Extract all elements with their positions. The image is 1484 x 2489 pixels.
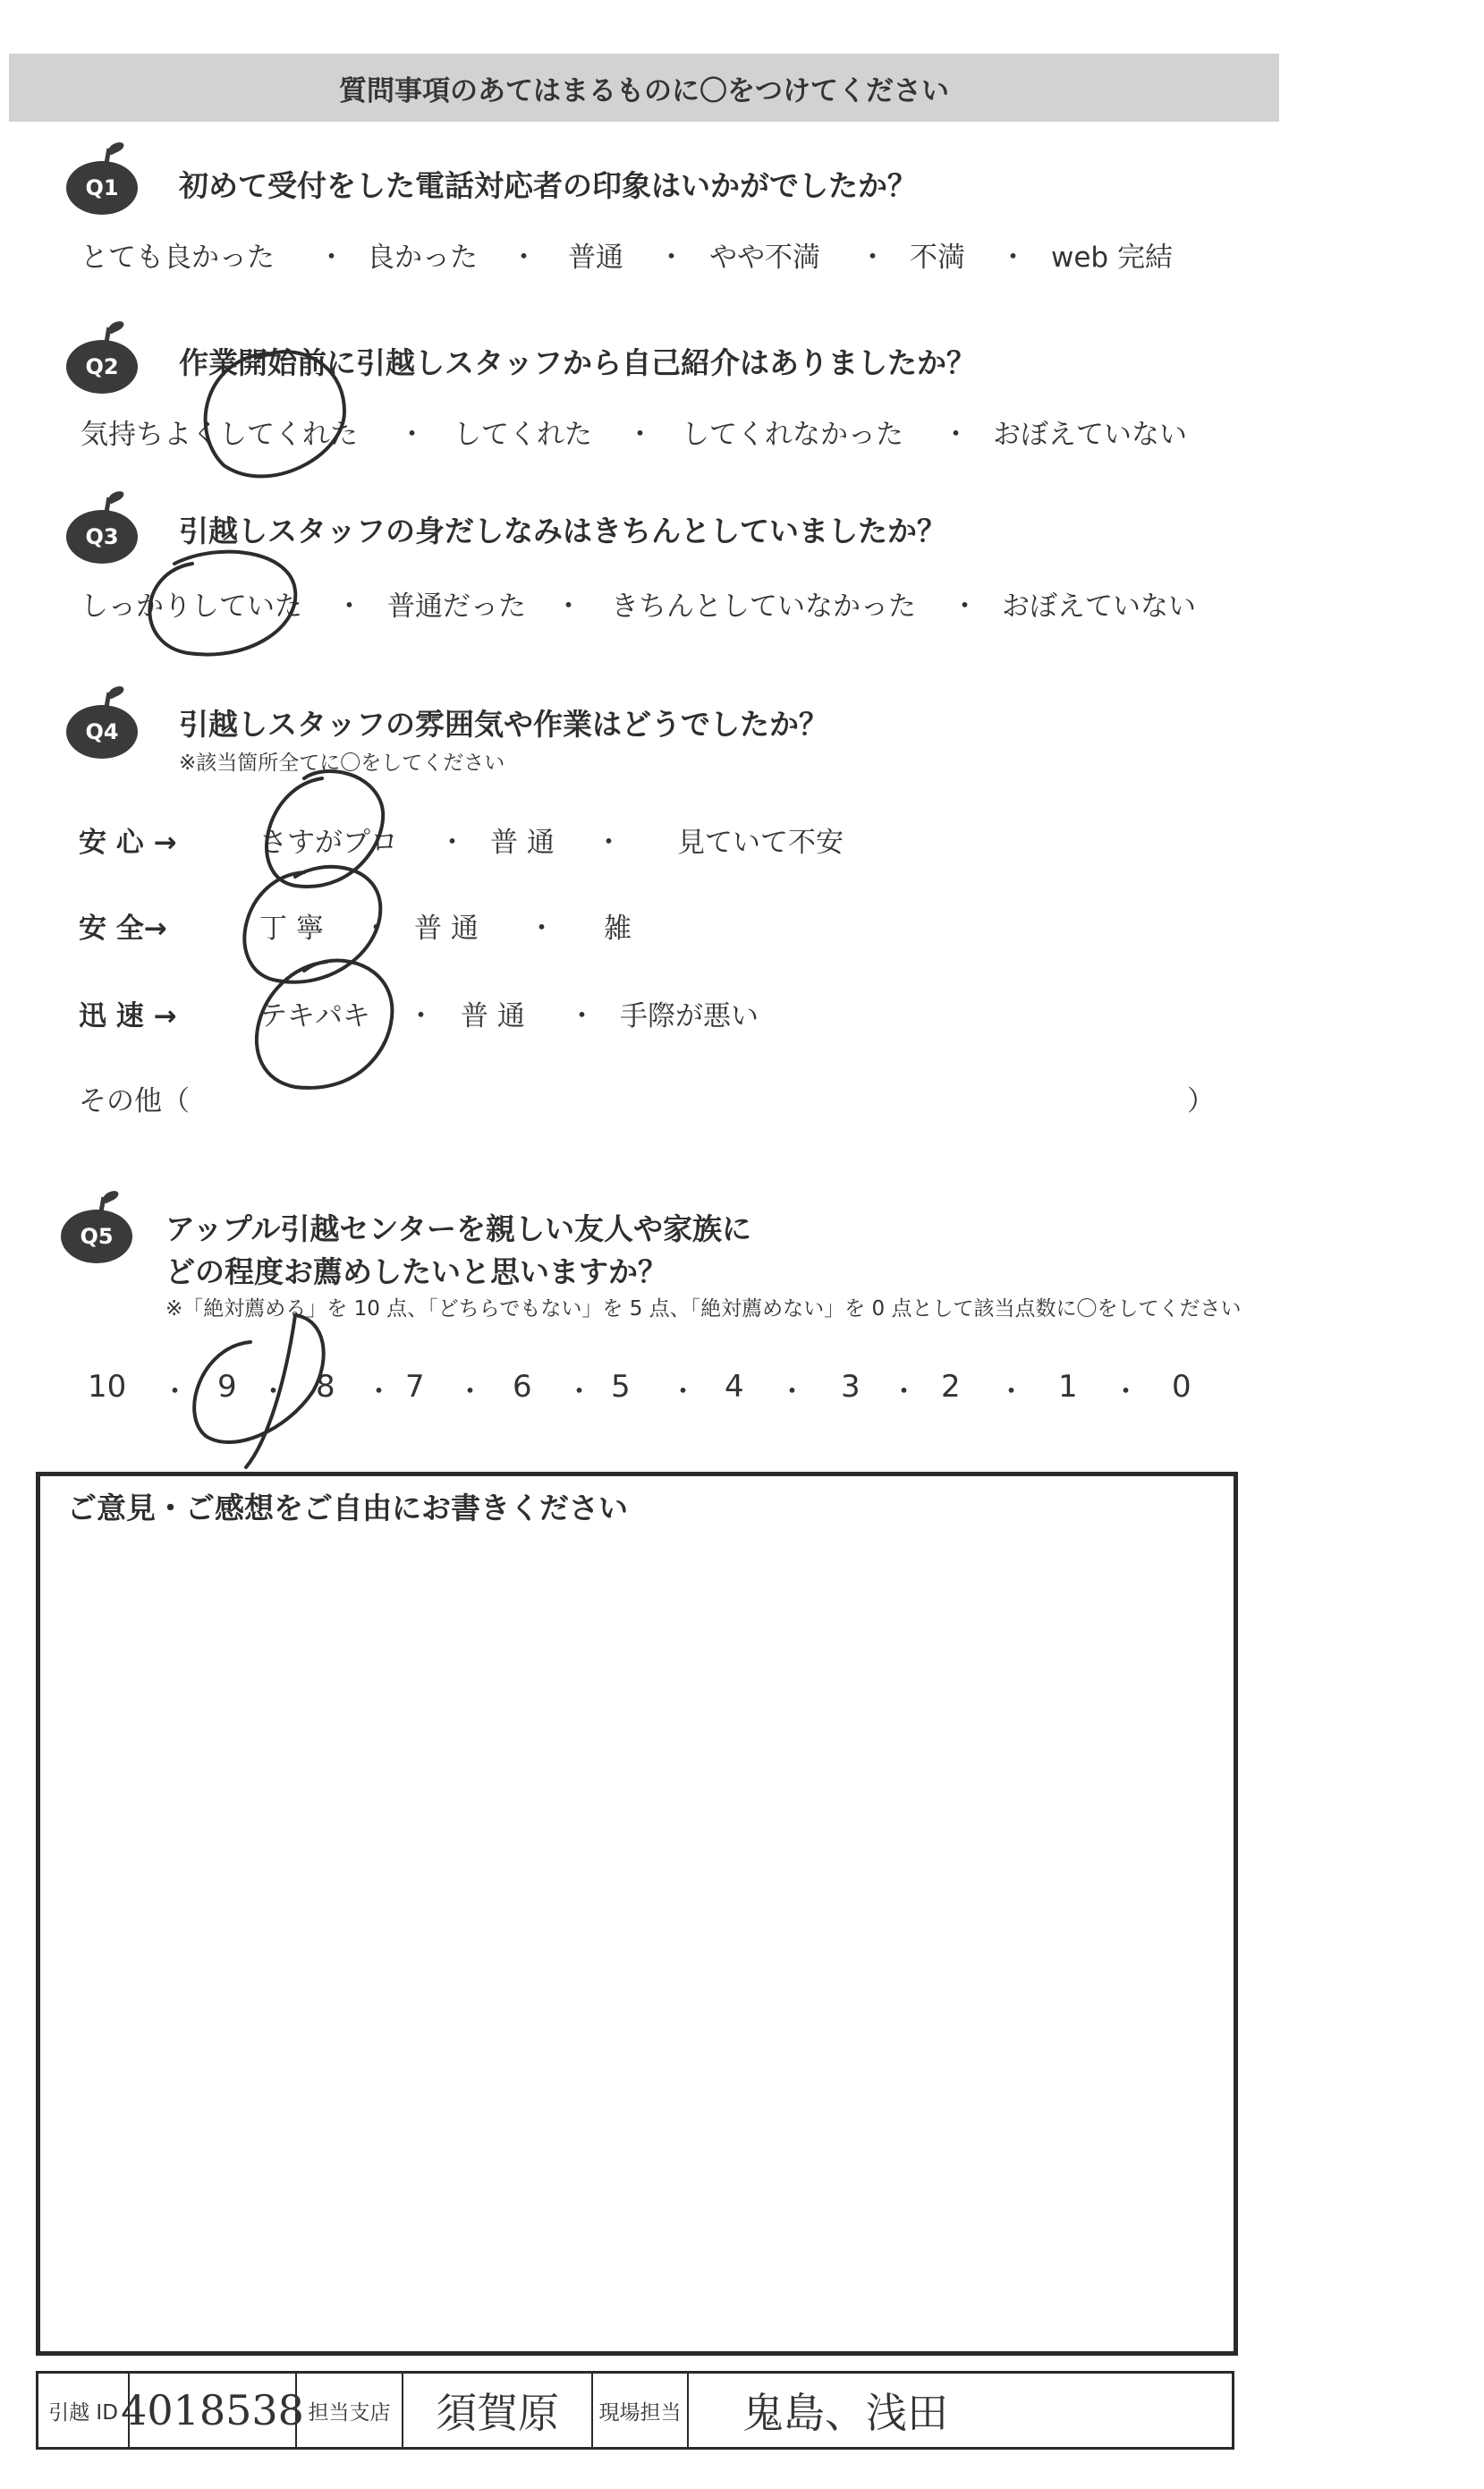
q4-reassurance-pro[interactable]: さすがプロ <box>259 827 398 859</box>
score-10[interactable]: 10 <box>88 1369 127 1405</box>
q1-option-web[interactable]: web 完結 <box>1051 242 1173 274</box>
q3-question: 引越しスタッフの身だしなみはきちんとしていましたか？ <box>179 514 946 548</box>
separator-dot: ・ <box>951 590 979 623</box>
q4-other-label: その他（ <box>79 1085 190 1117</box>
separator-dot: ・ <box>595 827 623 859</box>
q3-option-dont-remember[interactable]: おぼえていない <box>1002 590 1196 623</box>
score-0[interactable]: 0 <box>1172 1369 1191 1405</box>
q4-speed-normal[interactable]: 普 通 <box>461 1000 525 1032</box>
score-8[interactable]: 8 <box>316 1369 335 1405</box>
score-6[interactable]: 6 <box>513 1369 532 1405</box>
q4-safety-careful[interactable]: 丁 寧 <box>259 913 324 945</box>
q4-safety-rough[interactable]: 雑 <box>604 913 632 945</box>
q5-badge: Q5 <box>61 1210 132 1263</box>
q4-reassurance-selection-circle <box>267 771 383 887</box>
q2-option-dont-remember[interactable]: おぼえていない <box>993 419 1187 451</box>
score-1[interactable]: 1 <box>1058 1369 1078 1405</box>
separator-dot: ・ <box>669 1376 697 1408</box>
q2-question: 作業開始前に引越しスタッフから自己紹介はありましたか？ <box>179 345 976 380</box>
q4-reassurance-normal[interactable]: 普 通 <box>490 827 555 859</box>
separator-dot: ・ <box>528 913 555 945</box>
q1-option-normal[interactable]: 普通 <box>568 242 623 274</box>
separator-dot: ・ <box>1112 1376 1140 1408</box>
q4-note: ※該当箇所全てに〇をしてください <box>179 752 505 775</box>
separator-dot: ・ <box>568 1000 596 1032</box>
q1-option-dissatisfied[interactable]: 不満 <box>910 242 965 274</box>
separator-dot: ・ <box>997 1376 1025 1408</box>
q3-option-untidy[interactable]: きちんとしていなかった <box>611 590 916 623</box>
q3-option-neat[interactable]: しっかりしていた <box>81 590 302 623</box>
separator-dot: ・ <box>407 1000 435 1032</box>
q4-row-label-speed: 迅 速 → <box>79 1000 177 1032</box>
site-staff-label: 現場担当 <box>593 2374 689 2447</box>
separator-dot: ・ <box>555 590 582 623</box>
score-7[interactable]: 7 <box>405 1369 425 1405</box>
separator-dot: ・ <box>259 1376 287 1408</box>
comments-title: ご意見・ご感想をご自由にお書きください <box>67 1491 628 1525</box>
separator-dot: ・ <box>657 242 685 274</box>
separator-dot: ・ <box>565 1376 593 1408</box>
separator-dot: ・ <box>318 242 345 274</box>
q3-option-normal[interactable]: 普通だった <box>387 590 526 623</box>
site-staff-value: 鬼島、浅田 <box>742 2389 948 2437</box>
separator-dot: ・ <box>778 1376 806 1408</box>
q4-badge: Q4 <box>66 705 138 759</box>
separator-dot: ・ <box>890 1376 918 1408</box>
q2-option-yes[interactable]: してくれた <box>454 419 592 451</box>
q2-option-pleasantly[interactable]: 気持ちよくしてくれた <box>81 419 358 451</box>
q4-speed-clumsy[interactable]: 手際が悪い <box>620 1000 759 1032</box>
score-5[interactable]: 5 <box>611 1369 631 1405</box>
separator-dot: ・ <box>510 242 538 274</box>
separator-dot: ・ <box>456 1376 484 1408</box>
q1-question: 初めて受付をした電話対応者の印象はいかがでしたか？ <box>179 168 917 203</box>
q4-safety-normal[interactable]: 普 通 <box>414 913 479 945</box>
move-id-label: 引越 ID <box>38 2374 130 2447</box>
score-9[interactable]: 9 <box>217 1369 237 1405</box>
q1-option-slightly-dissatisfied[interactable]: やや不満 <box>709 242 820 274</box>
q1-option-very-good[interactable]: とても良かった <box>81 242 275 274</box>
instructions-header: 質問事項のあてはまるものに〇をつけてください <box>9 54 1279 122</box>
separator-dot: ・ <box>626 419 654 451</box>
separator-dot: ・ <box>999 242 1027 274</box>
score-4[interactable]: 4 <box>725 1369 744 1405</box>
separator-dot: ・ <box>398 419 426 451</box>
q4-reassurance-anxious[interactable]: 見ていて不安 <box>677 827 844 859</box>
move-id-value: 4018538 <box>130 2374 297 2447</box>
q1-option-good[interactable]: 良かった <box>367 242 478 274</box>
score-2[interactable]: 2 <box>941 1369 961 1405</box>
separator-dot: ・ <box>365 1376 393 1408</box>
q2-badge: Q2 <box>66 340 138 394</box>
branch-label: 担当支店 <box>297 2374 403 2447</box>
q2-option-no[interactable]: してくれなかった <box>682 419 903 451</box>
score-3[interactable]: 3 <box>841 1369 861 1405</box>
q5-note: ※「絶対薦める」を 10 点、「どちらでもない」を 5 点、「絶対薦めない」を 0 点として該当点数に〇をしてください <box>165 1297 1242 1321</box>
separator-dot: ・ <box>859 242 886 274</box>
separator-dot: ・ <box>161 1376 189 1408</box>
separator-dot: ・ <box>942 419 970 451</box>
separator-dot: ・ <box>438 827 466 859</box>
q4-row-label-safety: 安 全→ <box>79 913 167 945</box>
q4-question: 引越しスタッフの雰囲気や作業はどうでしたか？ <box>179 707 828 742</box>
branch-value: 須賀原 <box>403 2374 593 2447</box>
q1-badge: Q1 <box>66 161 138 215</box>
q5-question-line2: どの程度お薦めしたいと思いますか？ <box>165 1254 667 1289</box>
q4-row-label-reassurance: 安 心 → <box>79 827 177 859</box>
q2-selection-circle <box>206 352 344 476</box>
separator-dot: ・ <box>362 913 390 945</box>
q3-badge: Q3 <box>66 510 138 564</box>
q4-speed-brisk[interactable]: テキパキ <box>259 1000 370 1032</box>
q5-selection-circle <box>194 1315 324 1467</box>
q3-selection-circle <box>149 552 295 655</box>
separator-dot: ・ <box>335 590 363 623</box>
q4-other-close: ） <box>1187 1085 1215 1117</box>
q5-question-line1: アップル引越センターを親しい友人や家族に <box>165 1211 752 1246</box>
